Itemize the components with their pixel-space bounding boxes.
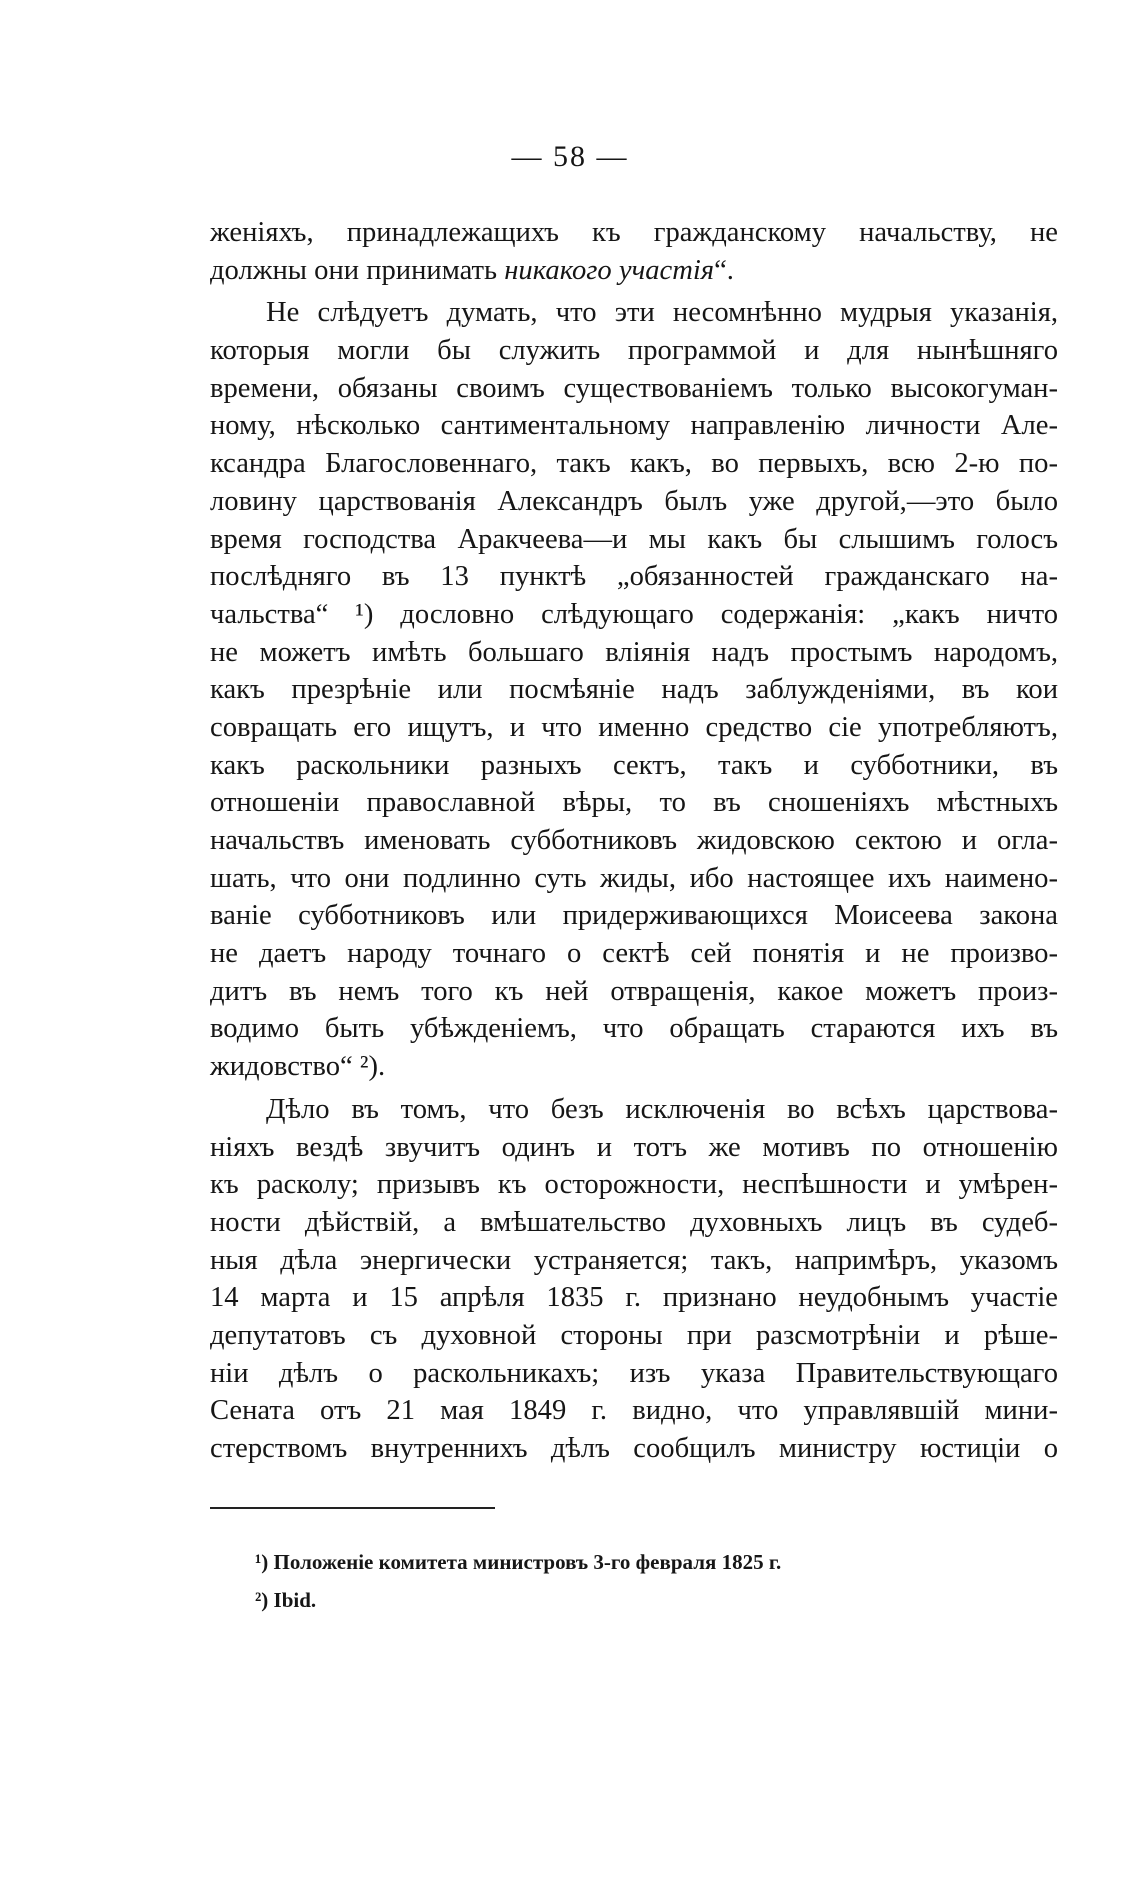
text-line: которыя могли бы служить программой и для нынѣшняго [210,335,1058,367]
text-line: ваніе субботниковъ или придерживающихся Моисеева закона [210,900,1058,932]
text-run: должны они принимать [210,254,505,286]
text-line: Дѣло въ томъ, что безъ исключенія во всѣхъ царствова- [266,1093,1058,1125]
text-line: стерствомъ внутреннихъ дѣлъ сообщилъ министру юстиціи о [210,1433,1058,1464]
text-line: депутатовъ съ духовной стороны при разсмотрѣніи и рѣше- [210,1319,1058,1351]
footnotes [255,1543,1055,1619]
text-line: 14 марта и 15 апрѣля 1835 г. признано неудобнымъ участіе [210,1282,1058,1314]
text-line: Сената отъ 21 мая 1849 г. видно, что управлявшій мини- [210,1395,1058,1427]
footnote-1: ¹) Положеніе комитета министровъ 3-го февраля 1825 г. [255,1550,782,1574]
text-line: какъ презрѣніе или посмѣяніе надъ заблужденіями, въ кои [210,674,1058,706]
body-text [210,214,1058,1468]
text-line: начальствъ именовать субботниковъ жидовскою сектою и огла- [210,825,1058,856]
text-line [210,252,1058,290]
text-line: дитъ въ немъ того къ ней отвращенія, какое можетъ произ- [210,975,1058,1007]
text-line: ніяхъ вездѣ звучитъ одинъ и тотъ же мотивъ по отношенію [210,1131,1058,1163]
text-line: отношеніи православной вѣры, то въ сношеніяхъ мѣстныхъ [210,787,1058,819]
text-line: времени, обязаны своимъ существованіемъ только высокогуман- [210,372,1058,404]
footnote-2: ²) Ibid. [255,1588,317,1612]
text-line: водимо быть убѣжденіемъ, что обращать стараются ихъ въ [210,1013,1058,1045]
text-line: женіяхъ, принадлежащихъ къ гражданскому начальству, не [210,217,1058,248]
text-line: ному, нѣсколько сантиментальному направленію личности Але- [210,410,1058,442]
text-line: жидовство“ ²). [210,1051,386,1083]
text-line: ксандра Благословеннаго, такъ какъ, во первыхъ, всю 2-ю по- [210,448,1058,480]
text-line: чальства“ ¹) дословно слѣдующаго содержанія: „какъ ничто [210,598,1058,630]
text-line: совращать его ищутъ, и что именно средство сіе употребляютъ, [210,711,1058,743]
text-line: ніи дѣлъ о раскольникахъ; изъ указа Правительствующаго [210,1357,1058,1389]
text-line: ности дѣйствій, а вмѣшательство духовныхъ лицъ въ судеб- [210,1206,1058,1238]
text-line: ныя дѣла энергически устраняется; такъ, напримѣръ, указомъ [210,1244,1058,1276]
text-line: не можетъ имѣть большаго вліянія надъ простымъ народомъ, [210,636,1058,668]
text-line: послѣдняго въ 13 пунктѣ „обязанностей гражданскаго на- [210,561,1058,593]
page-number: — 58 — [511,140,629,173]
text-line: не даетъ народу точнаго о сектѣ сей понятія и не произво- [210,938,1058,970]
text-line: какъ раскольники разныхъ сектъ, такъ и субботники, въ [210,749,1058,781]
italic-phrase: никакого участія [504,254,715,286]
text-line: шать, что они подлинно суть жиды, ибо настоящее ихъ наимено- [210,862,1058,894]
text-line: Не слѣдуетъ думать, что эти несомнѣнно мудрыя указанія, [266,297,1058,329]
footnote-divider [210,1507,495,1509]
text-line: время господства Аракчеева—и мы какъ бы слышимъ голосъ [210,523,1058,555]
text-line: къ расколу; призывъ къ осторожности, неспѣшности и умѣрен- [210,1169,1058,1201]
text-line: ловину царствованія Александръ былъ уже другой,—это было [210,485,1058,517]
closing-quote: “. [714,254,734,286]
